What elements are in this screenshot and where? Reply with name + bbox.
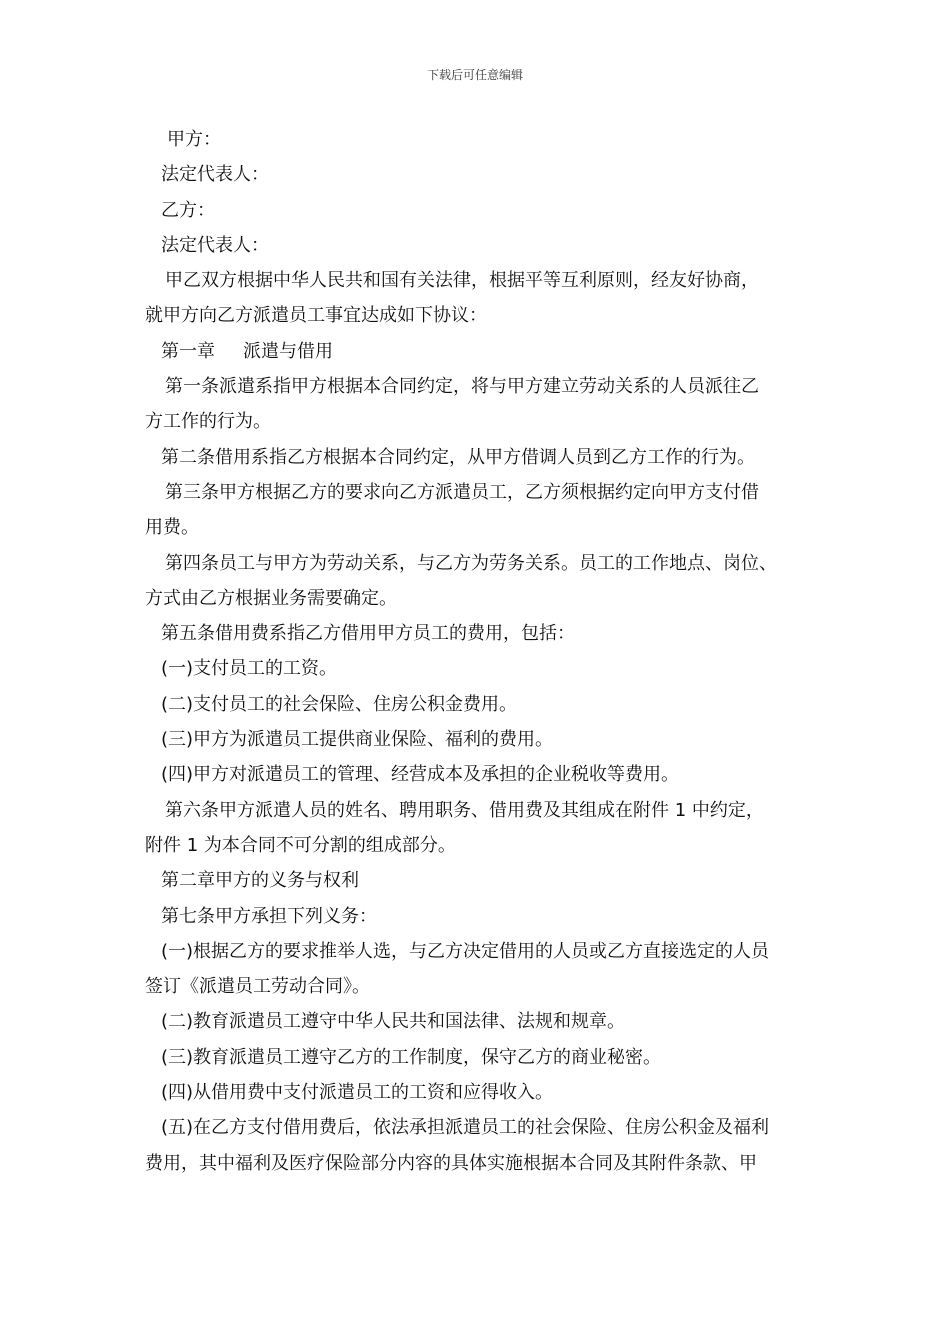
article-1-line-2: 方工作的行为。 — [145, 411, 271, 433]
article-6-line-2: 附件 1 为本合同不可分割的组成部分。 — [145, 834, 456, 856]
article-7-item-5-line-1: (五)在乙方支付借用费后，依法承担派遣员工的社会保险、住房公积金及福利 — [161, 1117, 770, 1139]
party-b-line: 乙方： — [161, 199, 215, 221]
party-a-representative-line: 法定代表人： — [161, 164, 269, 186]
article-7-item-3: (三)教育派遣员工遵守乙方的工作制度，保守乙方的商业秘密。 — [161, 1046, 662, 1068]
article-3-line-2: 用费。 — [145, 517, 199, 539]
article-6-line-1: 第六条甲方派遣人员的姓名、聘用职务、借用费及其组成在附件 1 中约定， — [165, 799, 764, 821]
article-5-item-3: (三)甲方为派遣员工提供商业保险、福利的费用。 — [161, 729, 554, 751]
article-7-line: 第七条甲方承担下列义务： — [161, 905, 377, 927]
article-5-item-1: (一)支付员工的工资。 — [161, 658, 338, 680]
contract-body — [145, 122, 825, 1181]
party-a-line: 甲方： — [167, 129, 221, 150]
chapter-2-heading: 第二章甲方的义务与权利 — [161, 870, 359, 892]
article-4-line-2: 方式由乙方根据业务需要确定。 — [145, 587, 397, 609]
article-1-line-1: 第一条派遣系指甲方根据本合同约定，将与甲方建立劳动关系的人员派往乙 — [165, 376, 759, 398]
chapter-1-title: 派遣与借用 — [243, 340, 333, 362]
article-5-item-4: (四)甲方对派遣员工的管理、经营成本及承担的企业税收等费用。 — [161, 764, 680, 786]
article-3-line-1: 第三条甲方根据乙方的要求向乙方派遣员工，乙方须根据约定向甲方支付借 — [165, 481, 759, 503]
party-b-representative-line: 法定代表人： — [161, 234, 269, 256]
chapter-1-heading — [145, 334, 825, 369]
article-4-line-1: 第四条员工与甲方为劳动关系，与乙方为劳务关系。员工的工作地点、岗位、 — [165, 552, 777, 574]
preamble-line-1: 甲乙双方根据中华人民共和国有关法律，根据平等互利原则，经友好协商， — [165, 270, 759, 292]
article-7-item-1-line-2: 签订《派遣员工劳动合同》。 — [145, 976, 370, 998]
page-header-note: 下载后可任意编辑 — [426, 68, 523, 82]
chapter-1-number: 第一章 — [161, 340, 215, 362]
article-7-item-4: (四)从借用费中支付派遣员工的工资和应得收入。 — [161, 1082, 554, 1104]
article-5-line: 第五条借用费系指乙方借用甲方员工的费用，包括： — [161, 623, 575, 645]
article-5-item-2: (二)支付员工的社会保险、住房公积金费用。 — [161, 693, 518, 715]
article-7-item-2: (二)教育派遣员工遵守中华人民共和国法律、法规和规章。 — [161, 1011, 626, 1033]
article-7-item-1-line-1: (一)根据乙方的要求推举人选，与乙方决定借用的人员或乙方直接选定的人员 — [161, 940, 770, 962]
article-7-item-5-line-2: 费用，其中福利及医疗保险部分内容的具体实施根据本合同及其附件条款、甲 — [145, 1152, 757, 1174]
preamble-line-2: 就甲方向乙方派遣员工事宜达成如下协议： — [145, 305, 487, 327]
article-2-line: 第二条借用系指乙方根据本合同约定，从甲方借调人员到乙方工作的行为。 — [161, 446, 755, 468]
